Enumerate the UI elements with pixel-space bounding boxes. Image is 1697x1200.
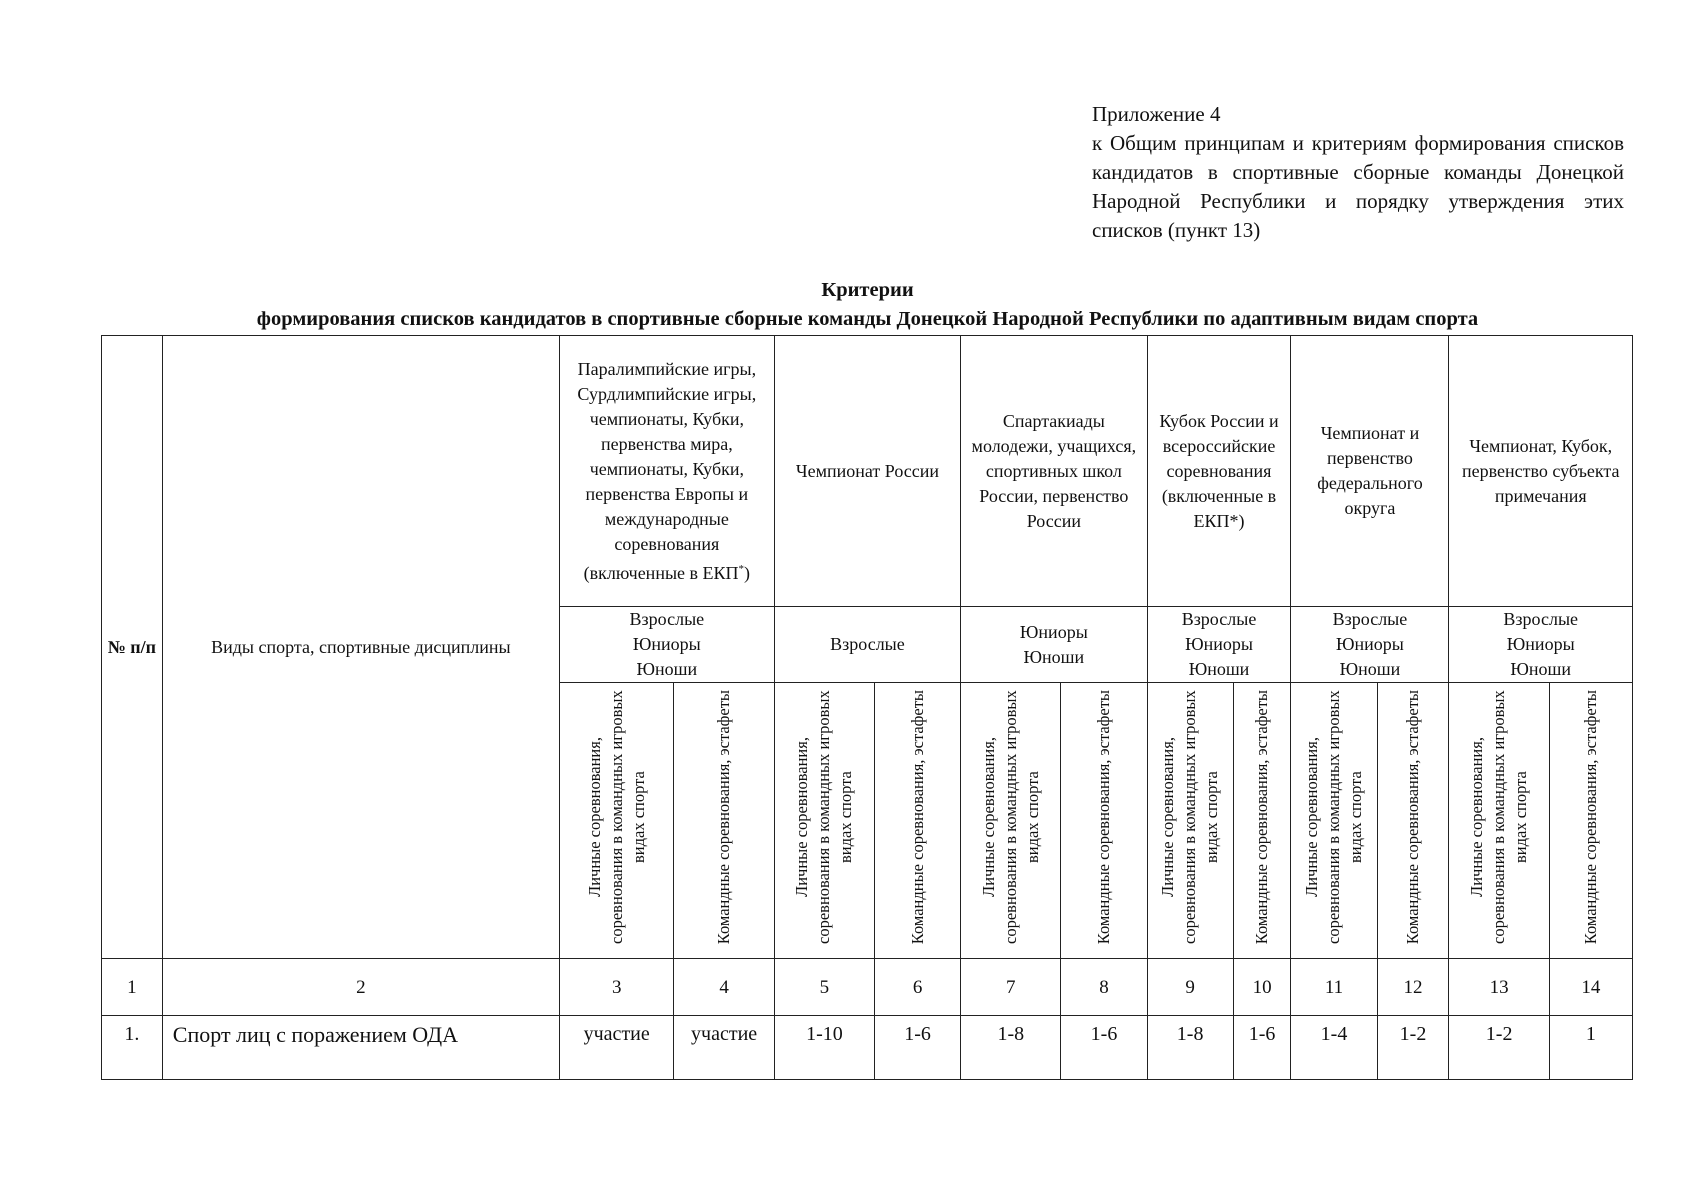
subheader-team: Командные соревнования, эстафеты <box>1061 683 1147 959</box>
age-groups-international: Взрослые Юниоры Юноши <box>559 607 774 683</box>
column-number: 5 <box>774 959 874 1016</box>
table-row <box>102 1016 1633 1080</box>
column-number: 2 <box>162 959 559 1016</box>
header-sport: Виды спорта, спортивные дисциплины <box>162 336 559 959</box>
document-subtitle: формирования списков кандидатов в спортивные сборные команды Донецкой Народной Республики по адаптивным видам спорта <box>256 308 1479 330</box>
column-number: 1 <box>102 959 163 1016</box>
row-value: 1-6 <box>1233 1016 1291 1080</box>
header-group-subject: Чемпионат, Кубок, первенство субъекта примечания <box>1449 336 1633 607</box>
column-number: 3 <box>559 959 673 1016</box>
row-value: 1-8 <box>1147 1016 1233 1080</box>
header-group-russia-championship: Чемпионат России <box>774 336 960 607</box>
subheader-personal: Личные соревнования, соревнования в командных игровых видах спорта <box>961 683 1061 959</box>
document-title: Критерии <box>821 279 914 301</box>
header-group-russia-cup: Кубок России и всероссийские соревнования (включенные в ЕКП*) <box>1147 336 1291 607</box>
age-groups-spartakiad: Юниоры Юноши <box>961 607 1147 683</box>
column-number: 10 <box>1233 959 1291 1016</box>
subheader-team: Командные соревнования, эстафеты <box>875 683 961 959</box>
criteria-table <box>101 335 1633 1080</box>
subheader-team: Командные соревнования, эстафеты <box>1233 683 1291 959</box>
subheader-personal: Личные соревнования, соревнования в командных игровых видах спорта <box>1449 683 1549 959</box>
row-value: 1-2 <box>1377 1016 1449 1080</box>
annex-title: Приложение 4 <box>1092 102 1221 126</box>
row-sport: Спорт лиц с поражением ОДА <box>162 1016 559 1080</box>
subheader-team: Командные соревнования, эстафеты <box>674 683 774 959</box>
subheader-team: Командные соревнования, эстафеты <box>1377 683 1449 959</box>
subheader-personal: Личные соревнования, соревнования в командных игровых видах спорта <box>774 683 874 959</box>
header-number: № п/п <box>102 336 163 959</box>
column-number: 14 <box>1549 959 1632 1016</box>
column-number: 8 <box>1061 959 1147 1016</box>
row-number: 1. <box>102 1016 163 1080</box>
row-value: 1-6 <box>1061 1016 1147 1080</box>
annex-block <box>1092 100 1624 245</box>
age-groups-russia-cup: Взрослые Юниоры Юноши <box>1147 607 1291 683</box>
header-group-federal-district: Чемпионат и первенство федерального округа <box>1291 336 1449 607</box>
subheader-personal: Личные соревнования, соревнования в командных игровых видах спорта <box>559 683 673 959</box>
subheader-team: Командные соревнования, эстафеты <box>1549 683 1632 959</box>
header-group-spartakiad: Спартакиады молодежи, учащихся, спортивных школ России, первенство России <box>961 336 1147 607</box>
row-value: 1-4 <box>1291 1016 1377 1080</box>
subheader-personal: Личные соревнования, соревнования в командных игровых видах спорта <box>1147 683 1233 959</box>
column-number: 11 <box>1291 959 1377 1016</box>
column-number: 7 <box>961 959 1061 1016</box>
row-value: 1 <box>1549 1016 1632 1080</box>
age-groups-subject: Взрослые Юниоры Юноши <box>1449 607 1633 683</box>
row-value: 1-8 <box>961 1016 1061 1080</box>
age-groups-russia-championship: Взрослые <box>774 607 960 683</box>
age-groups-federal-district: Взрослые Юниоры Юноши <box>1291 607 1449 683</box>
subheader-personal: Личные соревнования, соревнования в командных игровых видах спорта <box>1291 683 1377 959</box>
row-value: 1-6 <box>875 1016 961 1080</box>
column-number: 12 <box>1377 959 1449 1016</box>
column-number: 9 <box>1147 959 1233 1016</box>
annex-reference: к Общим принципам и критериям формирования списков кандидатов в спортивные сборные команды Донецкой Народной Республики и порядку утверждения этих списков (пункт 13) <box>1092 131 1624 242</box>
row-value: 1-10 <box>774 1016 874 1080</box>
row-value: 1-2 <box>1449 1016 1549 1080</box>
column-number: 6 <box>875 959 961 1016</box>
column-number: 4 <box>674 959 774 1016</box>
column-number: 13 <box>1449 959 1549 1016</box>
header-group-international: Паралимпийские игры, Сурдлимпийские игры, чемпионаты, Кубки, первенства мира, чемпионаты, Кубки, первенства Европы и международные соревнования (включенные в ЕКП*) <box>559 336 774 607</box>
row-value: участие <box>559 1016 673 1080</box>
row-value: участие <box>674 1016 774 1080</box>
